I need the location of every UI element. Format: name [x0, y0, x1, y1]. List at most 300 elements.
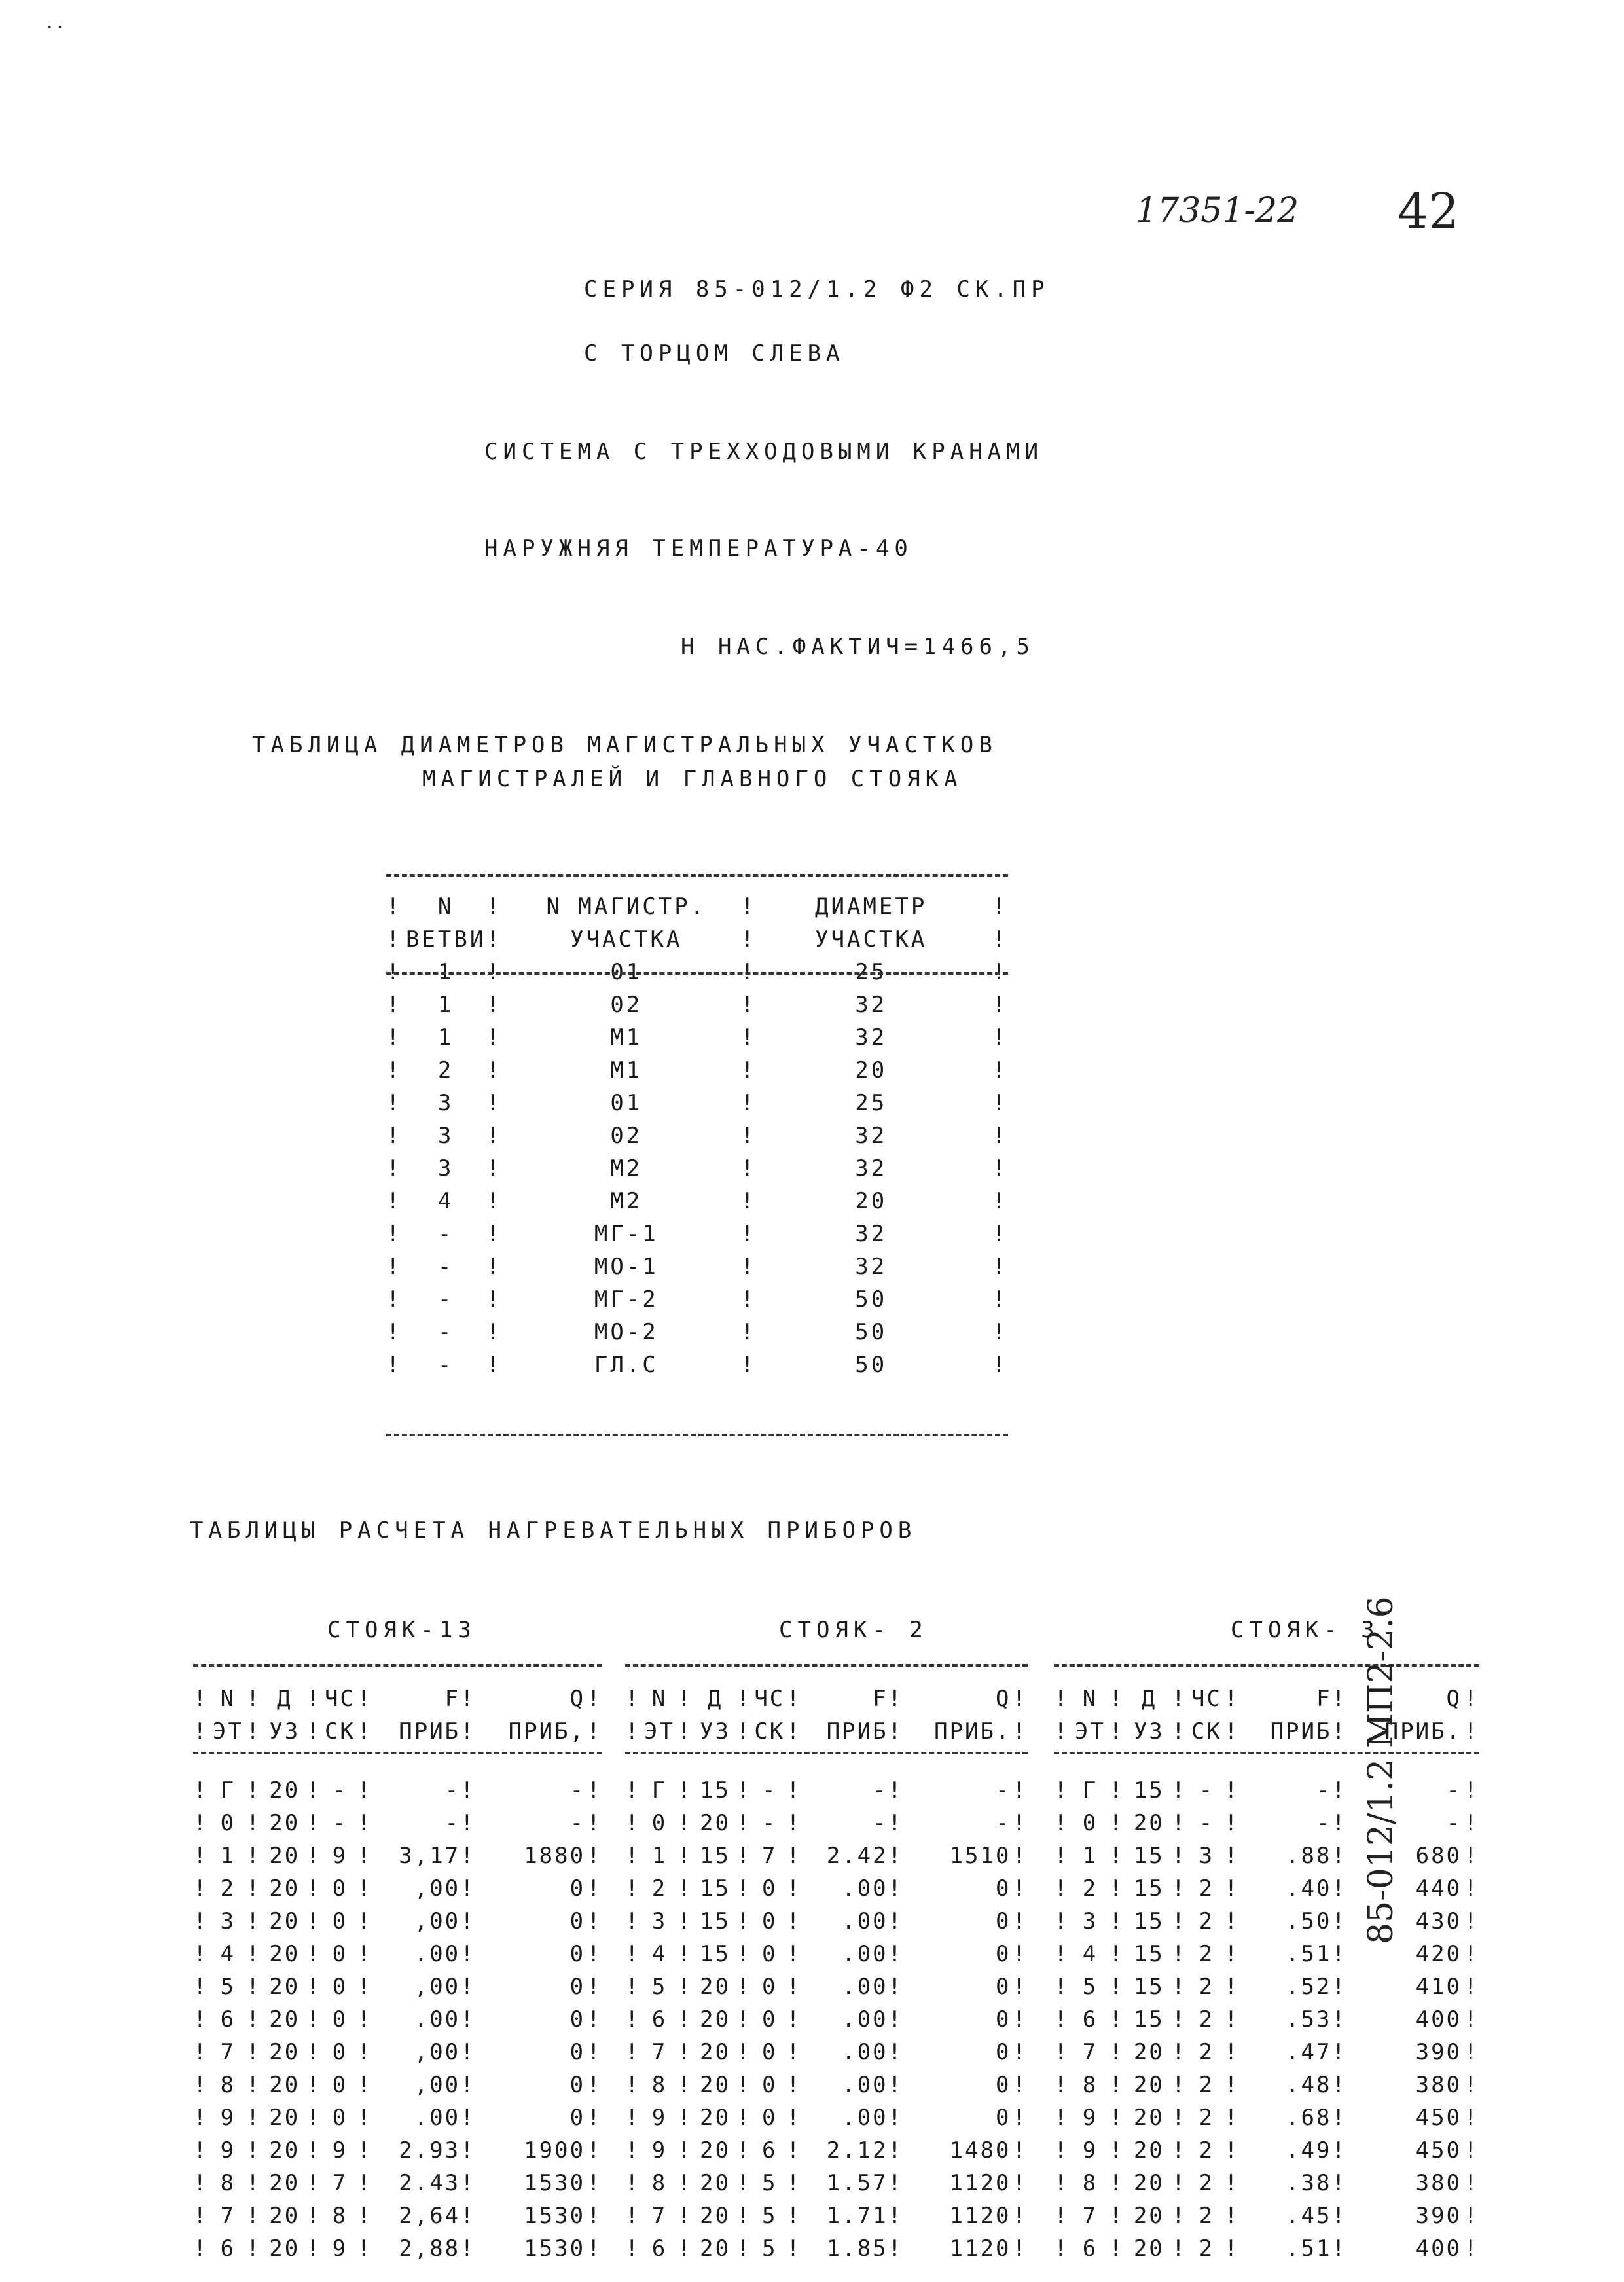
diameter-cell: 32 — [855, 1123, 888, 1149]
cell: 4 — [220, 1941, 236, 1967]
separator: ! — [586, 1941, 602, 1967]
cell: ,00 — [414, 1875, 461, 1902]
segment-cell: МО-1 — [594, 1254, 659, 1280]
separator: ! — [888, 1941, 904, 1967]
separator: ! — [740, 1057, 757, 1083]
separator: ! — [740, 1123, 757, 1149]
cell: 20 — [269, 2137, 300, 2164]
separator: ! — [306, 2137, 322, 2164]
data-row — [193, 1872, 602, 1905]
cell: 2 — [1199, 2105, 1215, 2131]
cell: 20 — [1133, 2039, 1164, 2065]
separator: ! — [306, 2105, 322, 2131]
separator: ! — [677, 2105, 693, 2131]
separator: ! — [586, 1843, 602, 1869]
cell: 0 — [569, 2006, 586, 2033]
diameter-cell: 32 — [855, 1221, 888, 1247]
cell: 20 — [1133, 2137, 1164, 2164]
separator: ! — [460, 2006, 476, 2033]
cell: 2 — [1199, 2072, 1215, 2098]
cell: 7 — [220, 2039, 236, 2065]
table1-row — [386, 1349, 1008, 1381]
stoyak-top-rule — [625, 1664, 1028, 1667]
separator: ! — [245, 2039, 262, 2065]
separator: ! — [786, 2170, 802, 2196]
separator: ! — [786, 2039, 802, 2065]
separator: ! — [193, 1875, 209, 1902]
branch-cell: 1 — [437, 992, 454, 1018]
data-row — [1054, 2232, 1479, 2265]
separator: ! — [486, 1188, 502, 1214]
cell: 0 — [651, 1810, 668, 1836]
cell: 20 — [269, 1908, 300, 1934]
separator: ! — [1012, 2236, 1028, 2262]
separator: ! — [245, 2137, 262, 2164]
cell: 2 — [651, 1875, 668, 1902]
cell: ПРИБ, — [508, 1718, 586, 1745]
cell: ,00 — [414, 1908, 461, 1934]
separator: ! — [1171, 2072, 1187, 2098]
diameter-cell: 25 — [855, 1090, 888, 1116]
cell: ПРИБ. — [1384, 1718, 1462, 1745]
data-row — [193, 1970, 602, 2003]
cell: 20 — [699, 1810, 731, 1836]
cell: 20 — [269, 1941, 300, 1967]
stoyak-title: СТОЯК- 2 — [779, 1617, 928, 1643]
separator: ! — [740, 959, 757, 985]
data-row — [193, 1905, 602, 1938]
separator: ! — [1012, 2170, 1028, 2196]
cell: 20 — [699, 2203, 731, 2229]
cell: ПРИБ. — [934, 1718, 1011, 1745]
cell: 2 — [1199, 1875, 1215, 1902]
separator: ! — [486, 1221, 502, 1247]
separator: ! — [1054, 1686, 1070, 1712]
cell: .40 — [1286, 1875, 1332, 1902]
table1-row — [386, 1283, 1008, 1316]
separator: ! — [1171, 1974, 1187, 2000]
separator: ! — [736, 2137, 752, 2164]
cell: 0 — [569, 2105, 586, 2131]
separator: ! — [625, 2072, 641, 2098]
data-row — [1054, 1938, 1479, 1970]
cell: 400 — [1415, 2006, 1462, 2033]
cell: ЧС — [754, 1686, 785, 1712]
cell: 2 — [1199, 1974, 1215, 2000]
separator: ! — [1012, 1908, 1028, 1934]
cell: F — [1316, 1686, 1332, 1712]
separator: ! — [1109, 2236, 1125, 2262]
cell: .49 — [1286, 2137, 1332, 2164]
cell: 15 — [699, 1941, 731, 1967]
separator: ! — [1331, 1875, 1347, 1902]
separator: ! — [1054, 2137, 1070, 2164]
cell: .00 — [842, 1974, 888, 2000]
data-row — [193, 2200, 602, 2232]
data-row — [193, 1839, 602, 1872]
cell: 0 — [569, 1974, 586, 2000]
separator: ! — [625, 1908, 641, 1934]
separator: ! — [677, 2203, 693, 2229]
cell: N — [1082, 1686, 1098, 1712]
separator: ! — [736, 1875, 752, 1902]
separator: ! — [586, 1875, 602, 1902]
separator: ! — [736, 2170, 752, 2196]
cell: Г — [220, 1777, 236, 1803]
separator: ! — [193, 2006, 209, 2033]
cell: 9 — [220, 2137, 236, 2164]
separator: ! — [193, 2105, 209, 2131]
data-row — [1054, 1839, 1479, 1872]
separator: ! — [992, 1057, 1008, 1083]
cell: 20 — [1133, 2072, 1164, 2098]
cell: - — [569, 1777, 586, 1803]
cell: 1 — [651, 1843, 668, 1869]
diameters-table — [386, 890, 1008, 1381]
separator: ! — [1012, 1974, 1028, 2000]
separator: ! — [1331, 1843, 1347, 1869]
separator: ! — [740, 1155, 757, 1182]
cell: .47 — [1286, 2039, 1332, 2065]
separator: ! — [193, 1941, 209, 1967]
separator: ! — [460, 1810, 476, 1836]
cell: 0 — [569, 2072, 586, 2098]
cell: СК — [324, 1718, 355, 1745]
separator: ! — [245, 1777, 262, 1803]
header-row — [1054, 1715, 1479, 1748]
separator: ! — [625, 2236, 641, 2262]
separator: ! — [1171, 1718, 1187, 1745]
cell: 9 — [1082, 2105, 1098, 2131]
separator: ! — [736, 1941, 752, 1967]
separator: ! — [786, 1843, 802, 1869]
separator: ! — [386, 1155, 403, 1182]
cell: ,00 — [414, 2072, 461, 2098]
cell: 1120 — [949, 2170, 1011, 2196]
separator: ! — [992, 959, 1008, 985]
header-cell: УЧАСТКА — [570, 926, 683, 952]
separator: ! — [888, 2006, 904, 2033]
cell: Д — [707, 1686, 723, 1712]
data-row — [625, 1807, 1028, 1839]
cell: 2.93 — [399, 2137, 461, 2164]
separator: ! — [1464, 2170, 1479, 2196]
separator: ! — [992, 1254, 1008, 1280]
cell: .45 — [1286, 2203, 1332, 2229]
cell: 3 — [220, 1908, 236, 1934]
stoyak-header-rule — [625, 1752, 1028, 1754]
separator: ! — [306, 2236, 322, 2262]
separator: ! — [386, 992, 403, 1018]
separator: ! — [586, 1718, 602, 1745]
separator: ! — [486, 1057, 502, 1083]
data-row — [193, 1774, 602, 1807]
stoyak-top-rule — [193, 1664, 602, 1667]
separator: ! — [992, 1024, 1008, 1051]
segment-cell: М2 — [610, 1188, 643, 1214]
separator: ! — [245, 1974, 262, 2000]
data-row — [1054, 1807, 1479, 1839]
separator: ! — [786, 1810, 802, 1836]
separator: ! — [386, 1024, 403, 1051]
separator: ! — [1331, 1908, 1347, 1934]
data-row — [625, 1774, 1028, 1807]
cell: 0 — [762, 2105, 778, 2131]
separator: ! — [786, 1777, 802, 1803]
cell: 380 — [1415, 2170, 1462, 2196]
data-row — [1054, 2167, 1479, 2200]
separator: ! — [193, 1686, 209, 1712]
cell: 0 — [220, 1810, 236, 1836]
cell: 380 — [1415, 2072, 1462, 2098]
cell: 3 — [1199, 1843, 1215, 1869]
separator: ! — [245, 1718, 262, 1745]
cell: .53 — [1286, 2006, 1332, 2033]
separator: ! — [888, 2072, 904, 2098]
separator: ! — [586, 1974, 602, 2000]
cell: 15 — [1133, 1941, 1164, 1967]
separator: ! — [357, 1843, 372, 1869]
separator: ! — [357, 1777, 372, 1803]
cell: УЗ — [269, 1718, 300, 1745]
separator: ! — [1464, 1875, 1479, 1902]
separator: ! — [193, 1843, 209, 1869]
cell: 6 — [1082, 2006, 1098, 2033]
cell: 0 — [995, 1974, 1011, 2000]
table1-row — [386, 1316, 1008, 1349]
cell: - — [332, 1777, 348, 1803]
separator: ! — [460, 2236, 476, 2262]
cell: 4 — [651, 1941, 668, 1967]
cell: 6 — [220, 2236, 236, 2262]
separator: ! — [486, 1319, 502, 1345]
separator: ! — [1331, 1718, 1347, 1745]
separator: ! — [992, 1286, 1008, 1313]
branch-cell: 1 — [437, 959, 454, 985]
cell: 6 — [220, 2006, 236, 2033]
separator: ! — [1224, 1908, 1240, 1934]
cell: 5 — [762, 2236, 778, 2262]
cell: 20 — [269, 2039, 300, 2065]
cell: СК — [754, 1718, 785, 1745]
cell: 6 — [1082, 2236, 1098, 2262]
cell: 420 — [1415, 1941, 1462, 1967]
separator: ! — [1464, 1974, 1479, 2000]
cell: 7 — [220, 2203, 236, 2229]
table1-row — [386, 1119, 1008, 1152]
separator: ! — [677, 1686, 693, 1712]
cell: 1.57 — [826, 2170, 888, 2196]
separator: ! — [736, 1843, 752, 1869]
separator: ! — [740, 1221, 757, 1247]
separator: ! — [245, 1843, 262, 1869]
table1-row — [386, 1054, 1008, 1087]
radiator-table — [625, 1682, 1028, 2265]
separator: ! — [245, 1941, 262, 1967]
separator: ! — [888, 1777, 904, 1803]
cell: 0 — [569, 1875, 586, 1902]
cell: ,00 — [414, 1974, 461, 2000]
cell: Q — [995, 1686, 1011, 1712]
separator: ! — [586, 2203, 602, 2229]
data-row — [1054, 1905, 1479, 1938]
separator: ! — [486, 1286, 502, 1313]
cell: 20 — [269, 2105, 300, 2131]
data-row — [193, 2069, 602, 2101]
separator: ! — [740, 1286, 757, 1313]
separator: ! — [460, 1908, 476, 1934]
separator: ! — [625, 2137, 641, 2164]
cell: ПРИБ — [826, 1718, 888, 1745]
cell: 0 — [995, 1875, 1011, 1902]
segment-cell: 01 — [610, 1090, 643, 1116]
stoyak-title: СТОЯК- 3 — [1231, 1617, 1380, 1643]
cell: 20 — [1133, 2105, 1164, 2131]
diameter-cell: 50 — [855, 1286, 888, 1313]
cell: 450 — [1415, 2137, 1462, 2164]
cell: 2 — [1199, 2006, 1215, 2033]
diameter-cell: 50 — [855, 1352, 888, 1378]
cell: 15 — [699, 1908, 731, 1934]
cell: 15 — [1133, 2006, 1164, 2033]
separator: ! — [386, 1188, 403, 1214]
cell: 3 — [1082, 1908, 1098, 1934]
separator: ! — [1224, 1686, 1240, 1712]
separator: ! — [1331, 2006, 1347, 2033]
cell: 2 — [1199, 2236, 1215, 2262]
separator: ! — [586, 2170, 602, 2196]
data-row — [625, 1970, 1028, 2003]
separator: ! — [888, 1843, 904, 1869]
cell: 2 — [1199, 2203, 1215, 2229]
separator: ! — [677, 1777, 693, 1803]
separator: ! — [306, 2203, 322, 2229]
cell: 7 — [1082, 2039, 1098, 2065]
separator: ! — [1464, 2006, 1479, 2033]
separator: ! — [1171, 2137, 1187, 2164]
cell: 0 — [995, 2105, 1011, 2131]
table1-row — [386, 1152, 1008, 1185]
cell: 15 — [1133, 1974, 1164, 2000]
cell: .50 — [1286, 1908, 1332, 1934]
cell: - — [995, 1810, 1011, 1836]
cell: - — [1446, 1777, 1462, 1803]
separator: ! — [677, 2039, 693, 2065]
separator: ! — [386, 1090, 403, 1116]
separator: ! — [486, 1155, 502, 1182]
cell: .68 — [1286, 2105, 1332, 2131]
separator: ! — [245, 2203, 262, 2229]
segment-cell: 01 — [610, 959, 643, 985]
separator: ! — [677, 1941, 693, 1967]
separator: ! — [1224, 1810, 1240, 1836]
cell: 1900 — [524, 2137, 586, 2164]
separator: ! — [586, 2105, 602, 2131]
cell: 15 — [699, 1777, 731, 1803]
separator: ! — [1012, 2137, 1028, 2164]
separator: ! — [1054, 2105, 1070, 2131]
cell: ПРИБ — [399, 1718, 461, 1745]
separator: ! — [625, 1718, 641, 1745]
cell: 0 — [332, 2105, 348, 2131]
separator: ! — [1331, 1974, 1347, 2000]
cell: 6 — [651, 2236, 668, 2262]
separator: ! — [677, 2137, 693, 2164]
cell: 20 — [269, 1974, 300, 2000]
separator: ! — [1224, 1843, 1240, 1869]
cell: ЧС — [1191, 1686, 1222, 1712]
separator: ! — [736, 1686, 752, 1712]
cell: 7 — [651, 2039, 668, 2065]
branch-cell: - — [437, 1221, 454, 1247]
separator: ! — [736, 2105, 752, 2131]
separator: ! — [306, 1810, 322, 1836]
separator: ! — [736, 2039, 752, 2065]
separator: ! — [736, 2236, 752, 2262]
separator: ! — [1109, 1974, 1125, 2000]
separator: ! — [245, 2105, 262, 2131]
separator: ! — [245, 2170, 262, 2196]
separator: ! — [992, 1221, 1008, 1247]
cell: 1530 — [524, 2236, 586, 2262]
separator: ! — [386, 1286, 403, 1313]
cell: 0 — [1082, 1810, 1098, 1836]
cell: .00 — [842, 1875, 888, 1902]
separator: ! — [677, 2072, 693, 2098]
header-cell: ВЕТВИ — [405, 926, 486, 952]
cell: 0 — [762, 1941, 778, 1967]
segment-cell: М1 — [610, 1024, 643, 1051]
data-row — [193, 2101, 602, 2134]
separator: ! — [245, 1875, 262, 1902]
separator: ! — [1012, 2203, 1028, 2229]
cell: 1120 — [949, 2203, 1011, 2229]
cell: 20 — [269, 1810, 300, 1836]
cell: Г — [651, 1777, 668, 1803]
separator: ! — [357, 2006, 372, 2033]
separator: ! — [193, 2072, 209, 2098]
segment-cell: 02 — [610, 1123, 643, 1149]
separator: ! — [486, 992, 502, 1018]
separator: ! — [1054, 1941, 1070, 1967]
separator: ! — [1012, 1718, 1028, 1745]
cell: 9 — [651, 2137, 668, 2164]
cell: 0 — [332, 2006, 348, 2033]
separator: ! — [306, 1777, 322, 1803]
header-row — [193, 1715, 602, 1748]
data-row — [193, 1938, 602, 1970]
data-row — [1054, 1872, 1479, 1905]
cell: 1 — [220, 1843, 236, 1869]
cell: .48 — [1286, 2072, 1332, 2098]
cell: 8 — [651, 2072, 668, 2098]
cell: ЭТ — [212, 1718, 244, 1745]
cell: 20 — [699, 1974, 731, 2000]
separator: ! — [460, 2203, 476, 2229]
branch-cell: - — [437, 1319, 454, 1345]
cell: - — [1316, 1810, 1332, 1836]
corner-mark: .. — [45, 13, 65, 33]
separator: ! — [736, 1974, 752, 2000]
separator: ! — [357, 1686, 372, 1712]
separator: ! — [1171, 2170, 1187, 2196]
separator: ! — [1054, 1908, 1070, 1934]
table1-row — [386, 1021, 1008, 1054]
data-row — [625, 1905, 1028, 1938]
separator: ! — [1109, 2006, 1125, 2033]
separator: ! — [460, 2170, 476, 2196]
separator: ! — [888, 1875, 904, 1902]
